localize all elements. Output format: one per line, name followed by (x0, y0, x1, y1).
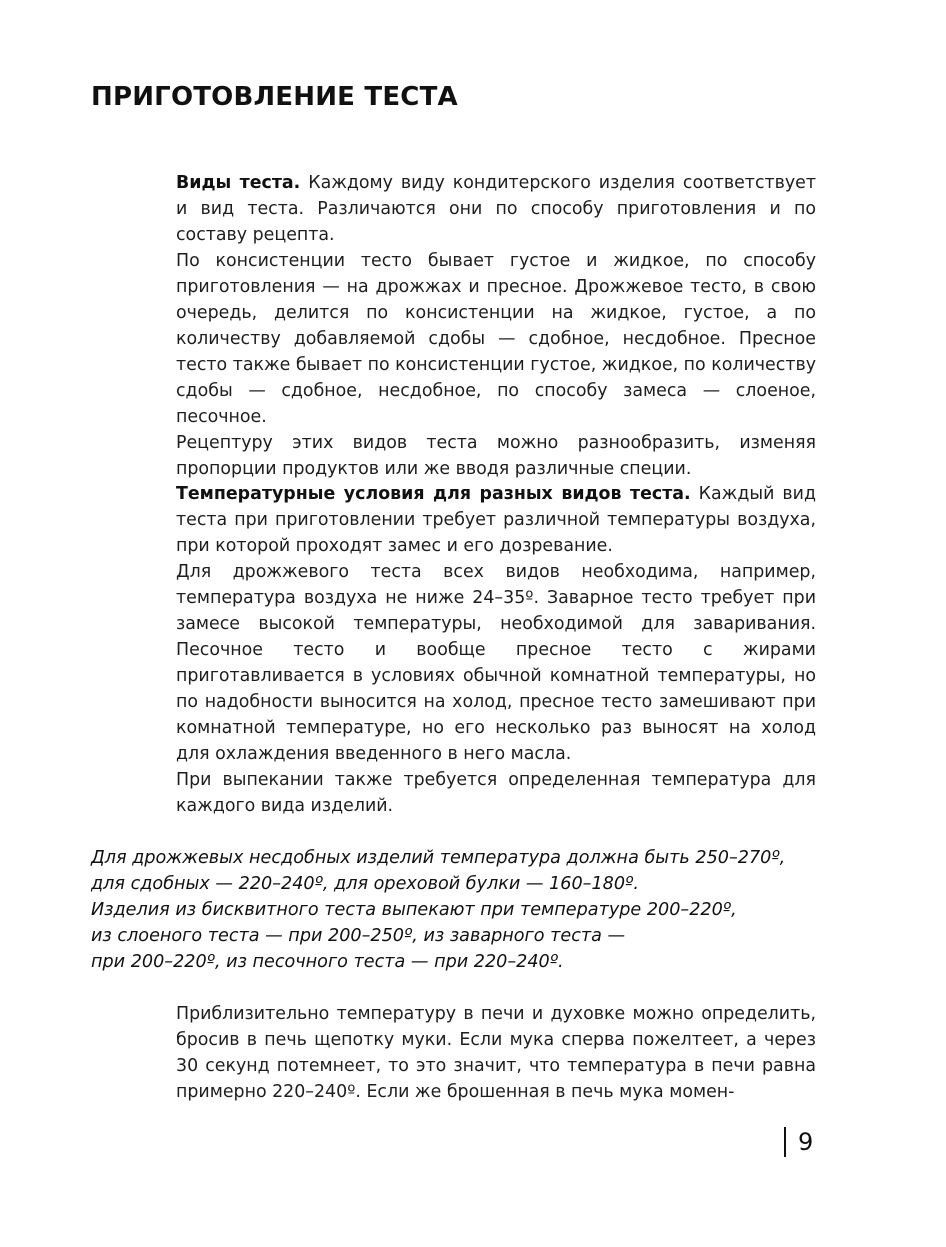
callout-line: для сдобных — 220–240º, для ореховой булки — 160–180º. (91, 874, 639, 894)
page-number-divider (784, 1127, 786, 1157)
paragraph: При выпекании также требуется определенная температура для каждого вида изделий. (176, 770, 816, 816)
paragraph: Рецептуру этих видов теста можно разнообразить, изменяя пропорции продуктов или же вводя различные специи. (176, 433, 816, 479)
paragraph (176, 170, 816, 248)
section-heading: Температурные условия для разных видов теста. (176, 484, 691, 504)
callout-line: Изделия из бисквитного теста выпекают при температуре 200–220º, (91, 900, 737, 920)
paragraph (176, 481, 816, 559)
section-temperature-conditions (176, 481, 816, 819)
page-number-value: 9 (798, 1128, 814, 1156)
callout-line: Для дрожжевых несдобных изделий температура должна быть 250–270º, (91, 848, 786, 868)
callout-line: из слоеного теста — при 200–250º, из заварного теста — (91, 926, 626, 946)
paragraph-text: Каждый вид теста при приготовлении требует различной температуры воздуха, при которой проходят замес и его дозревание. (176, 484, 816, 556)
section-dough-types (176, 170, 816, 482)
paragraph: Для дрожжевого теста всех видов необходима, например, температура воздуха не ниже 24–35º. Заварное тесто требует при замесе высокой температуры, необходимой для заваривания. Песочное тесто и вообще пресное тесто с жирами приготавливается в условиях обычной комнатной температуры, но по надобности выносится на холод, пресное тесто замешивают при комнатной температуре, но его несколько раз выносят на холод для охлаждения введенного в него масла. (176, 562, 816, 764)
paragraph: По консистенции тесто бывает густое и жидкое, по способу приготовления — на дрожжах и пресное. Дрожжевое тесто, в свою очередь, делится по консистенции на жидкое, густое, а по количеству добавляемой сдобы — сдобное, несдобное. Пресное тесто также бывает по консистенции густое, жидкое, по количеству сдобы — сдобное, несдобное, по способу замеса — слоеное, песочное. (176, 251, 816, 427)
baking-temperature-callout (91, 845, 831, 975)
section-heading: Виды теста. (176, 173, 301, 193)
page-title: ПРИГОТОВЛЕНИЕ ТЕСТА (91, 82, 458, 112)
paragraph-text: Каждому виду кондитерского изделия соответствует и вид теста. Различаются они по способу приготовления и по составу рецепта. (176, 173, 817, 245)
page-number (784, 1126, 813, 1158)
section-oven-estimate (176, 1001, 816, 1105)
paragraph: Приблизительно температуру в печи и духовке можно определить, бросив в печь щепотку муки. Если мука сперва пожелтеет, а через 30 секунд потемнеет, то это значит, что температура в печи равна примерно 220–240º. Если же брошенная в печь мука момен- (176, 1004, 816, 1102)
callout-line: при 200–220º, из песочного теста — при 220–240º. (91, 952, 564, 972)
